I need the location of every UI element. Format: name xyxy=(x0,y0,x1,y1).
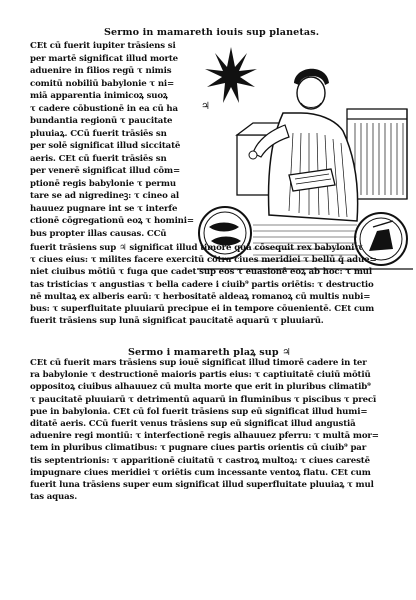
text-line: per solē significat illud siccitatē xyxy=(30,141,181,151)
page-heading: Sermo in mamareth iouis sup planetas. xyxy=(104,27,320,38)
text-line: pluuiaꝝ. CCū fuerit trāsiēs sn xyxy=(30,128,167,139)
text-line: ditatē aeris. CCū fuerit venus trāsiens sup eū significat illud angustiā xyxy=(30,419,356,429)
text-line: per venerē significat illud cōm= xyxy=(30,166,181,176)
text-line: pue in babylonia. CEt cū fol fuerit trāsiens sup eū significat illud humi= xyxy=(30,406,368,417)
text-line: per martē significat illud morte xyxy=(30,53,178,64)
text-line: aeris. CEt cū fuerit trāsiēs sn xyxy=(30,153,167,164)
text-line: τ paucitatē pluuiarū τ detrimentū aquarū in fluminibus τ piscibus τ precī xyxy=(30,394,377,405)
text-line: oppositoꝝ ciuibus alhauuez cū multa morte que erit in pluribus climatib⁹ xyxy=(30,382,371,393)
text-line: hauuez pugnare int se τ interfe xyxy=(30,203,178,214)
text-line: nē multaꝝ ex alberis earū: τ herbositatē aldeaꝝ romanoꝝ cū multis nubi= xyxy=(30,291,371,302)
text-line: CEt cū fuerit iupiter trāsiens si xyxy=(30,41,176,51)
text-line: CEt cū fuerit mars trāsiens sup iouē significat illud timorē cadere in ter xyxy=(30,358,367,368)
text-line: tis septentrionis: τ apparitionē ciuitatū τ castroꝝ multoꝝ: τ ciues carestē xyxy=(30,455,370,466)
text-line: ctionē cōgregationū eoꝝ τ homini= xyxy=(30,216,194,226)
text-line: τ cadere cōbustionē in ea cū ha xyxy=(30,103,178,114)
section-heading: Sermo i mamareth plaꝝ sup ♃ xyxy=(128,347,291,358)
text-line: bundantia regionū τ paucitate xyxy=(30,116,173,126)
text-line: fuerit luna trāsiens super eum significat illud superfluitate pluuiaꝝ τ mul xyxy=(30,480,374,490)
text-line: fuerit trāsiens sup ♃ significat illud timorē quā cōsequit rex babyloni τ xyxy=(30,243,363,253)
text-line: miā apparentia inimicoꝝ suoꝝ xyxy=(30,91,168,101)
text-line: tas tristicias τ angustias τ bella cadere i ciuib⁹ partis oriētis: τ destructio xyxy=(30,279,374,290)
text-line: fuerit trāsiens sup lunā significat paucitatē aquarū τ pluuiarū. xyxy=(30,316,324,327)
text-line: τ ciues eius: τ milites facere exercitū cōtra ciues meridiei τ bellū q̄ adue= xyxy=(30,255,377,266)
text-line: ra babylonie τ destructionē maioris partis eius: τ captiuitatē ciuiū mōtiū xyxy=(30,370,371,381)
text-line: impugnare ciues meridiei τ oriētis cum incessante ventoꝝ flatu. CEt cum xyxy=(30,467,371,478)
text-line: bus: τ superfluitate pluuiarū precipue ei in tempore cōuenientē. CEt cum xyxy=(30,304,375,314)
jupiter-symbol: ♃ xyxy=(201,101,210,112)
text-line: aduenire in filios regū τ nimis xyxy=(30,66,172,76)
text-line: tare se ad nigredineꝫ: τ cineo al xyxy=(30,191,180,201)
text-line: ptionē regis babylonie τ permu xyxy=(30,178,176,189)
text-line: tas aquas. xyxy=(30,492,78,503)
text-line: niet ciuibus mōtiū τ fuga que cadet sup eos τ euasionē eoꝝ ab hoc: τ mul xyxy=(30,267,372,278)
text-line: comitū nobiliū babylonie τ ni= xyxy=(30,78,175,89)
star-icon xyxy=(205,47,257,103)
text-line: tem in pluribus climatibus: τ pugnare ciues partis orientis cū ciuib⁹ par xyxy=(30,443,367,454)
text-line: bus propter illas causas. CCū xyxy=(30,228,167,239)
astrologer-woodcut-illustration xyxy=(197,43,413,277)
text-line: aduenire regi montiū: τ interfectionē regis alhauuez pferru: τ multā mor= xyxy=(30,431,379,442)
